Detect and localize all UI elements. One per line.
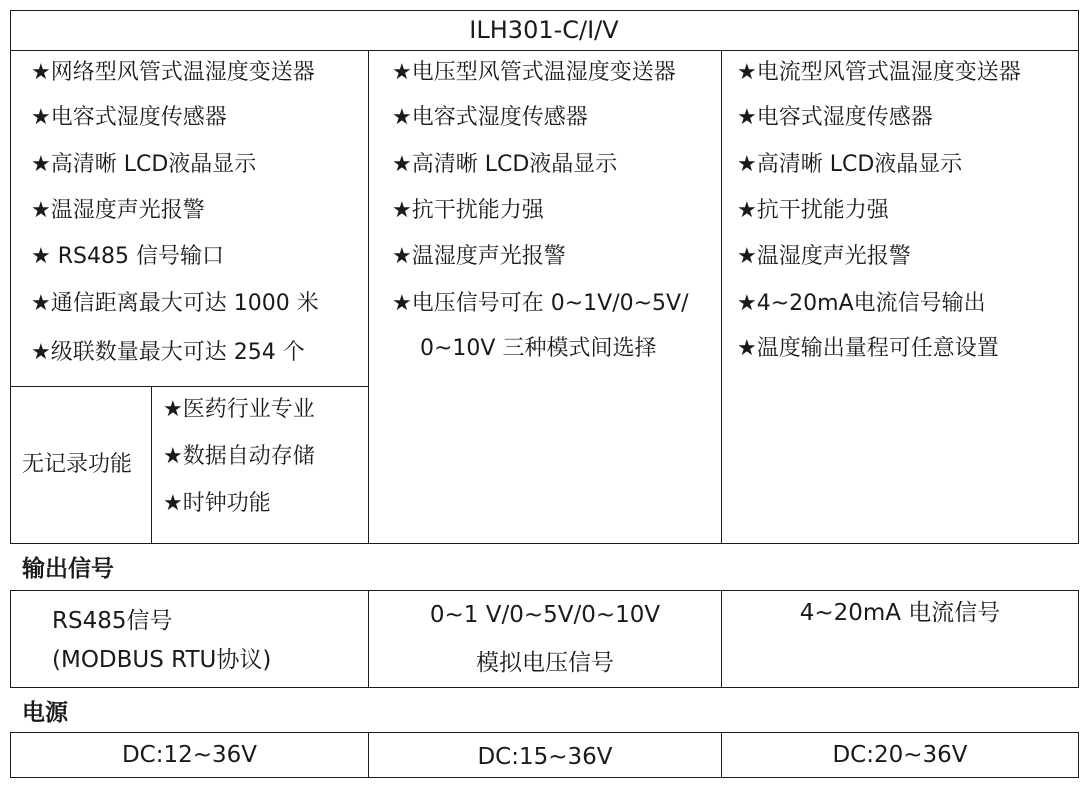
power-table-border-right	[1078, 732, 1079, 778]
table-border-left	[10, 10, 11, 544]
sub-section-column-divider	[151, 386, 152, 544]
analog-voltage-signal-text: 模拟电压信号	[476, 650, 614, 676]
no-record-function-label: 无记录功能	[22, 452, 133, 477]
table-border-right	[1078, 10, 1079, 544]
feature-item: ★电容式湿度传感器	[737, 105, 933, 130]
feature-item: ★电容式湿度传感器	[392, 105, 588, 130]
feature-item: ★抗干扰能力强	[737, 198, 889, 223]
feature-item: ★级联数量最大可达 254 个	[31, 340, 305, 365]
sub-feature-item: ★时钟功能	[163, 491, 271, 516]
feature-item: ★电容式湿度传感器	[31, 105, 227, 130]
feature-item: ★电流型风管式温湿度变送器	[737, 60, 1021, 85]
output-table-border-left	[10, 590, 11, 688]
feature-item: ★网络型风管式温湿度变送器	[31, 60, 315, 85]
column-divider-1	[368, 50, 369, 544]
feature-item: ★ RS485 信号输口	[31, 244, 224, 269]
voltage-range-text: 0~1 V/0~5V/0~10V	[429, 602, 661, 628]
modbus-protocol-text: (MODBUS RTU协议)	[52, 647, 272, 673]
power-heading: 电源	[22, 700, 68, 726]
power-table-border-top	[10, 732, 1079, 733]
feature-item: ★温湿度声光报警	[737, 244, 911, 269]
feature-item: ★高清晰 LCD液晶显示	[737, 152, 963, 177]
output-signal-heading: 输出信号	[22, 556, 114, 582]
feature-item: ★高清晰 LCD液晶显示	[31, 152, 257, 177]
voltage-mode-continuation: 0~10V 三种模式间选择	[420, 336, 657, 361]
feature-item: ★高清晰 LCD液晶显示	[392, 152, 618, 177]
feature-item: ★抗干扰能力强	[392, 198, 544, 223]
output-table-border-top	[10, 590, 1079, 591]
power-voltage-voltage-type: DC:15~36V	[477, 744, 613, 770]
product-model-title: ILH301-C/I/V	[469, 16, 619, 44]
feature-item: ★4~20mA电流信号输出	[737, 291, 986, 316]
feature-item: ★温湿度声光报警	[31, 198, 205, 223]
column-divider-2	[721, 50, 722, 544]
output-table-border-bottom	[10, 687, 1079, 688]
power-table-border-bottom	[10, 777, 1079, 778]
rs485-signal-text: RS485信号	[52, 608, 173, 634]
sub-section-divider	[10, 386, 369, 387]
feature-item: ★电压信号可在 0~1V/0~5V/	[392, 291, 689, 316]
sub-feature-item: ★医药行业专业	[163, 397, 315, 422]
table-border-bottom	[10, 543, 1079, 544]
feature-item: ★温度输出量程可任意设置	[737, 336, 999, 361]
power-voltage-current-type: DC:20~36V	[832, 742, 968, 768]
title-divider	[10, 50, 1079, 51]
sub-feature-item: ★数据自动存储	[163, 444, 315, 469]
feature-item: ★通信距离最大可达 1000 米	[31, 291, 319, 316]
output-table-border-right	[1078, 590, 1079, 688]
feature-item: ★电压型风管式温湿度变送器	[392, 60, 676, 85]
feature-item: ★温湿度声光报警	[392, 244, 566, 269]
power-voltage-network: DC:12~36V	[121, 742, 258, 768]
current-signal-text: 4~20mA 电流信号	[799, 600, 1001, 626]
